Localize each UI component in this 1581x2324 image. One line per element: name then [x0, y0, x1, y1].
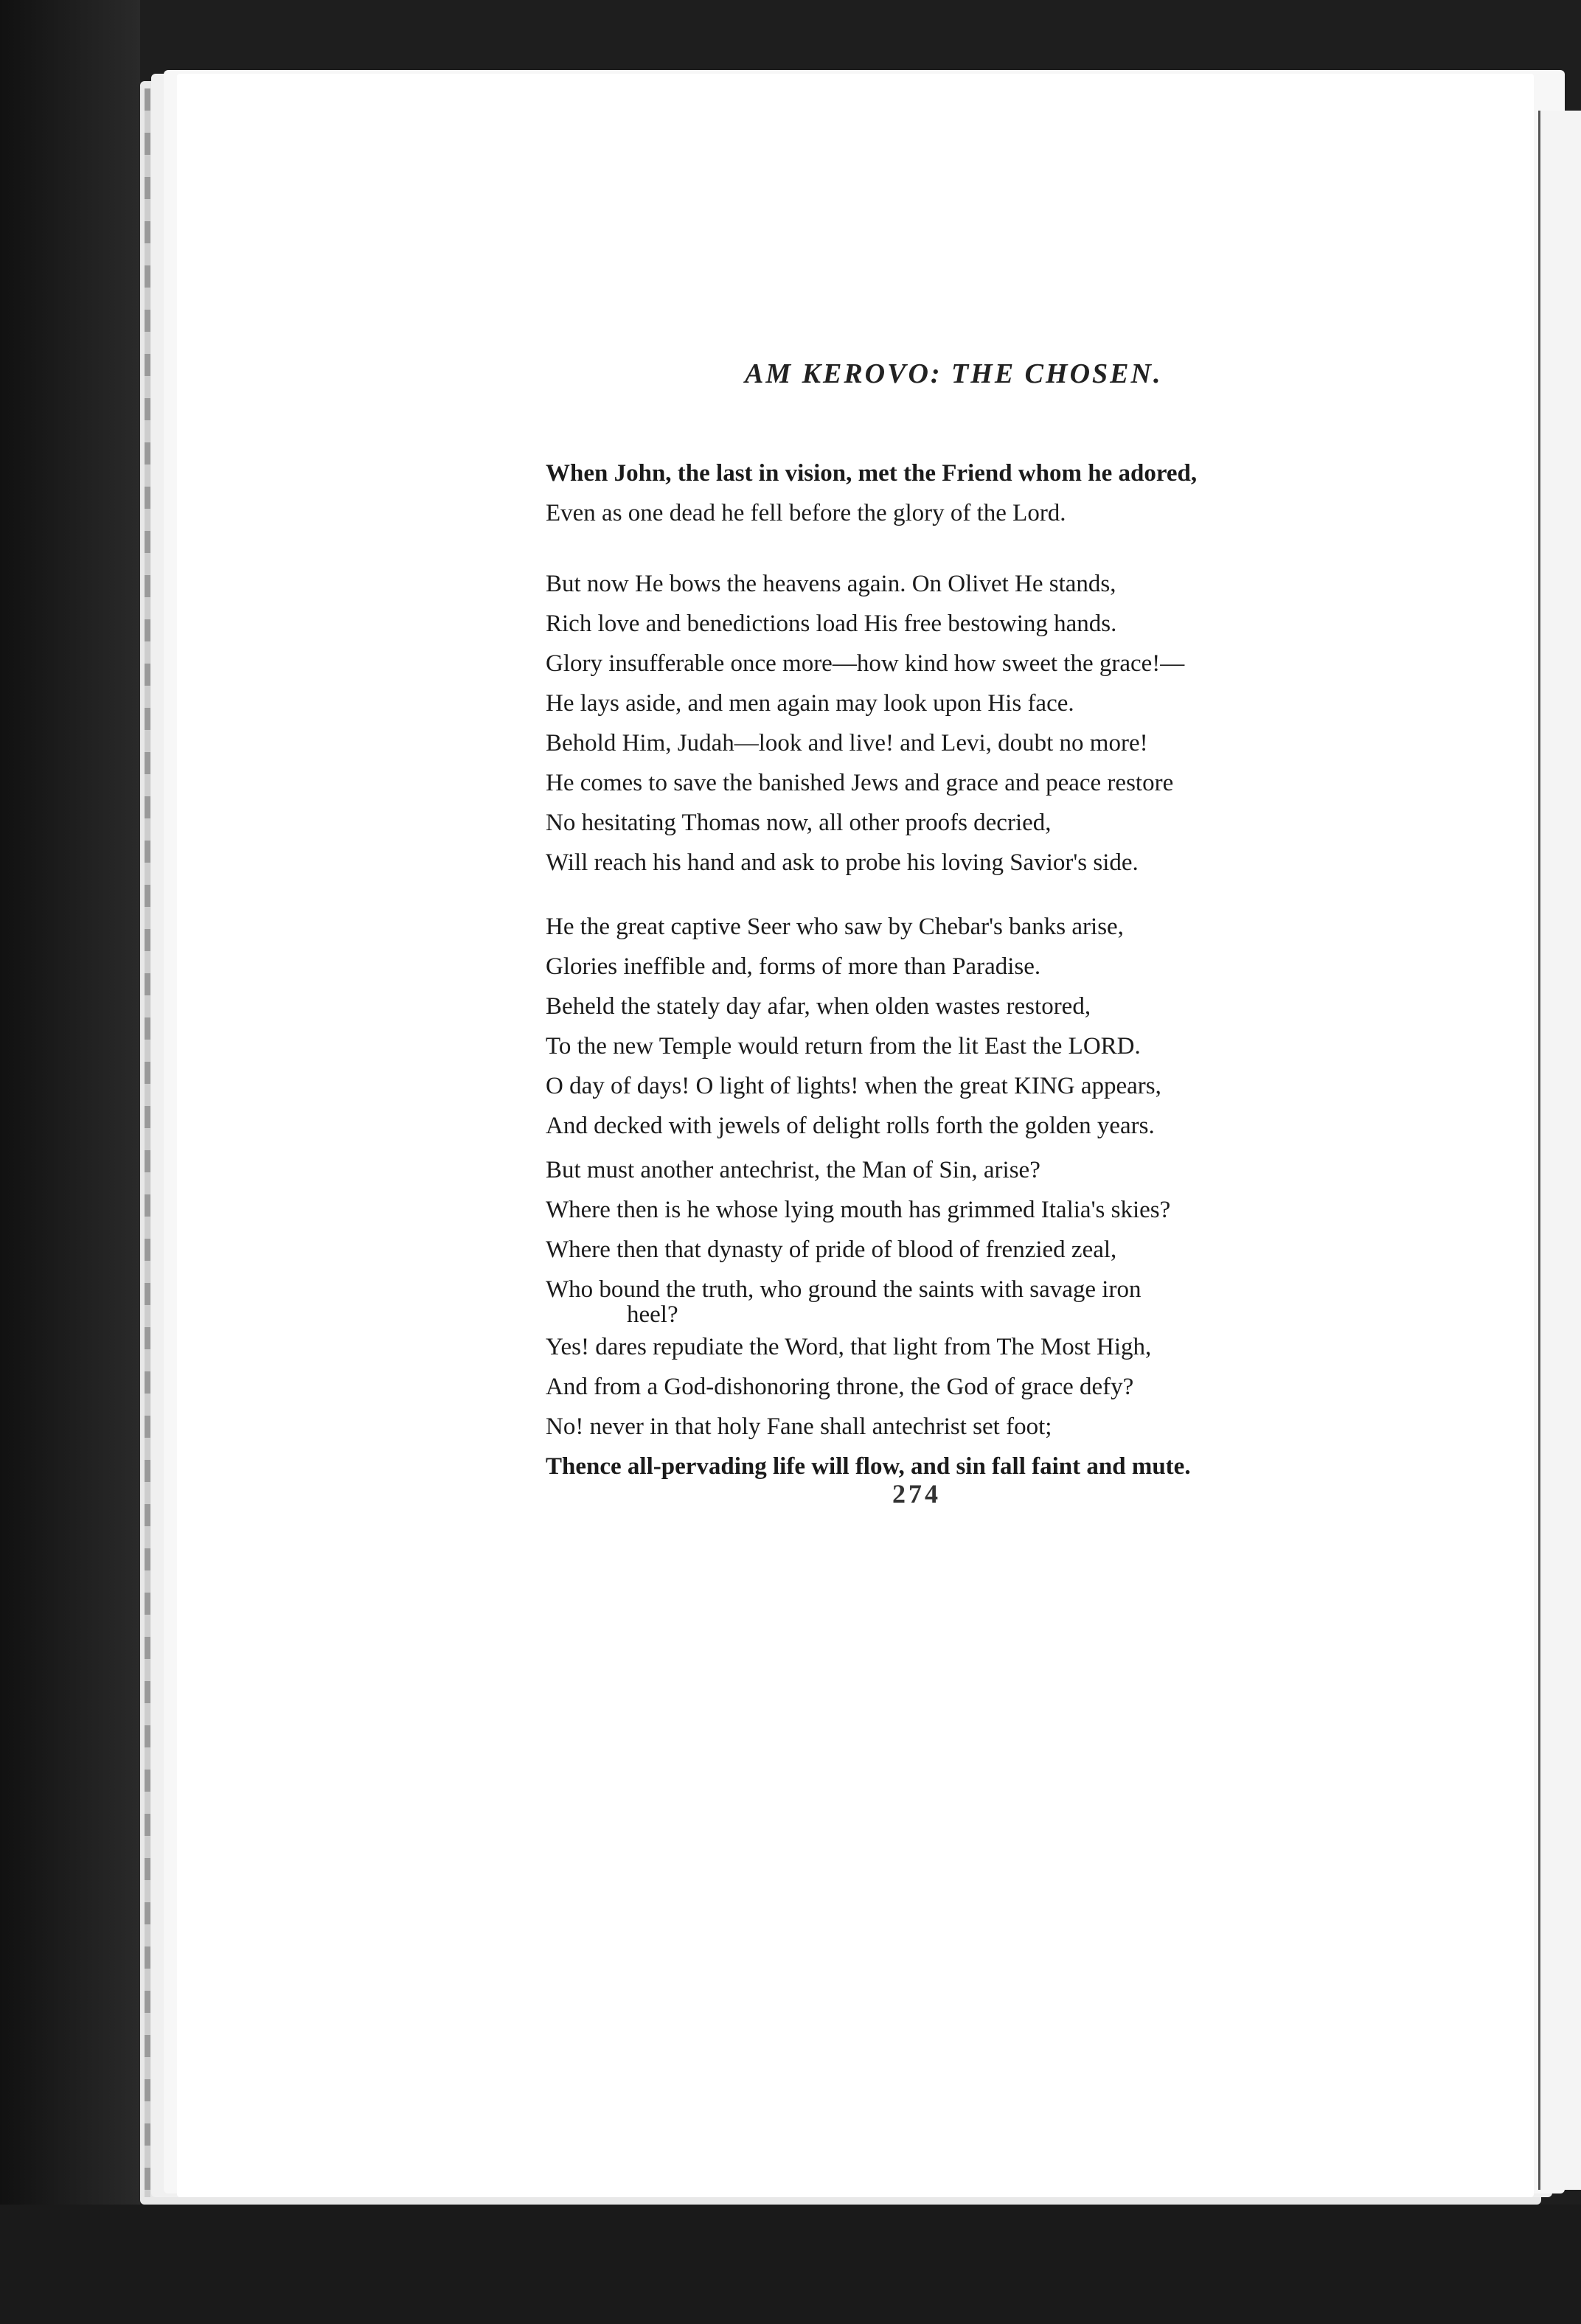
poem-line: No hesitating Thomas now, all other proofs decried, [546, 810, 1052, 836]
poem-line: Even as one dead he fell before the glory of the Lord. [546, 500, 1066, 526]
poem-line: Will reach his hand and ask to probe his loving Savior's side. [546, 849, 1139, 876]
poem-line: Rich love and benedictions load His free bestowing hands. [546, 610, 1117, 637]
poem-line: To the new Temple would return from the lit East the LORD. [546, 1033, 1141, 1060]
poem-line: Glory insufferable once more—how kind how sweet the grace!— [546, 650, 1185, 677]
poem-line: Beheld the stately day afar, when olden wastes restored, [546, 993, 1091, 1020]
poem-line-continuation: heel? [627, 1301, 678, 1328]
poem-line: He lays aside, and men again may look upon His face. [546, 690, 1074, 717]
poem-line: He the great captive Seer who saw by Chebar's banks arise, [546, 914, 1124, 940]
stanza-4 [546, 1150, 1401, 1486]
poem-line: Behold Him, Judah—look and live! and Levi, doubt no more! [546, 730, 1148, 756]
poem-line: O day of days! O light of lights! when the great KING appears, [546, 1073, 1161, 1099]
poem-line: And from a God-dishonoring throne, the God of grace defy? [546, 1374, 1134, 1400]
poem-line: But now He bows the heavens again. On Olivet He stands, [546, 571, 1116, 597]
poem-line: Thence all-pervading life will flow, and sin fall faint and mute. [546, 1453, 1191, 1480]
page-title: AM KEROVO: THE CHOSEN. [745, 358, 1163, 389]
poem-line: Glories ineffible and, forms of more than Paradise. [546, 953, 1041, 980]
poem-line: Yes! dares repudiate the Word, that light from The Most High, [546, 1334, 1152, 1360]
adjacent-page-edge [1538, 111, 1581, 2190]
page-number: 274 [892, 1479, 941, 1509]
stanza-3 [546, 907, 1401, 1146]
poem-line: Who bound the truth, who ground the saints with savage iron [546, 1276, 1142, 1303]
page-edge-lines [145, 88, 150, 2197]
poem-line: And decked with jewels of delight rolls forth the golden years. [546, 1113, 1155, 1139]
poem-line: Where then that dynasty of pride of blood of frenzied zeal, [546, 1236, 1117, 1263]
poem-line: No! never in that holy Fane shall antechrist set foot; [546, 1413, 1052, 1440]
stanza-1 [546, 453, 1401, 533]
poem-line: Where then is he whose lying mouth has grimmed Italia's skies? [546, 1197, 1171, 1223]
scan-bottom-margin [0, 2205, 1581, 2324]
poem-line: He comes to save the banished Jews and grace and peace restore [546, 770, 1174, 796]
poem-line: But must another antechrist, the Man of Sin, arise? [546, 1157, 1040, 1183]
poem-line: When John, the last in vision, met the Friend whom he adored, [546, 460, 1198, 487]
book-spine-shadow [0, 0, 140, 2324]
stanza-2 [546, 564, 1401, 883]
